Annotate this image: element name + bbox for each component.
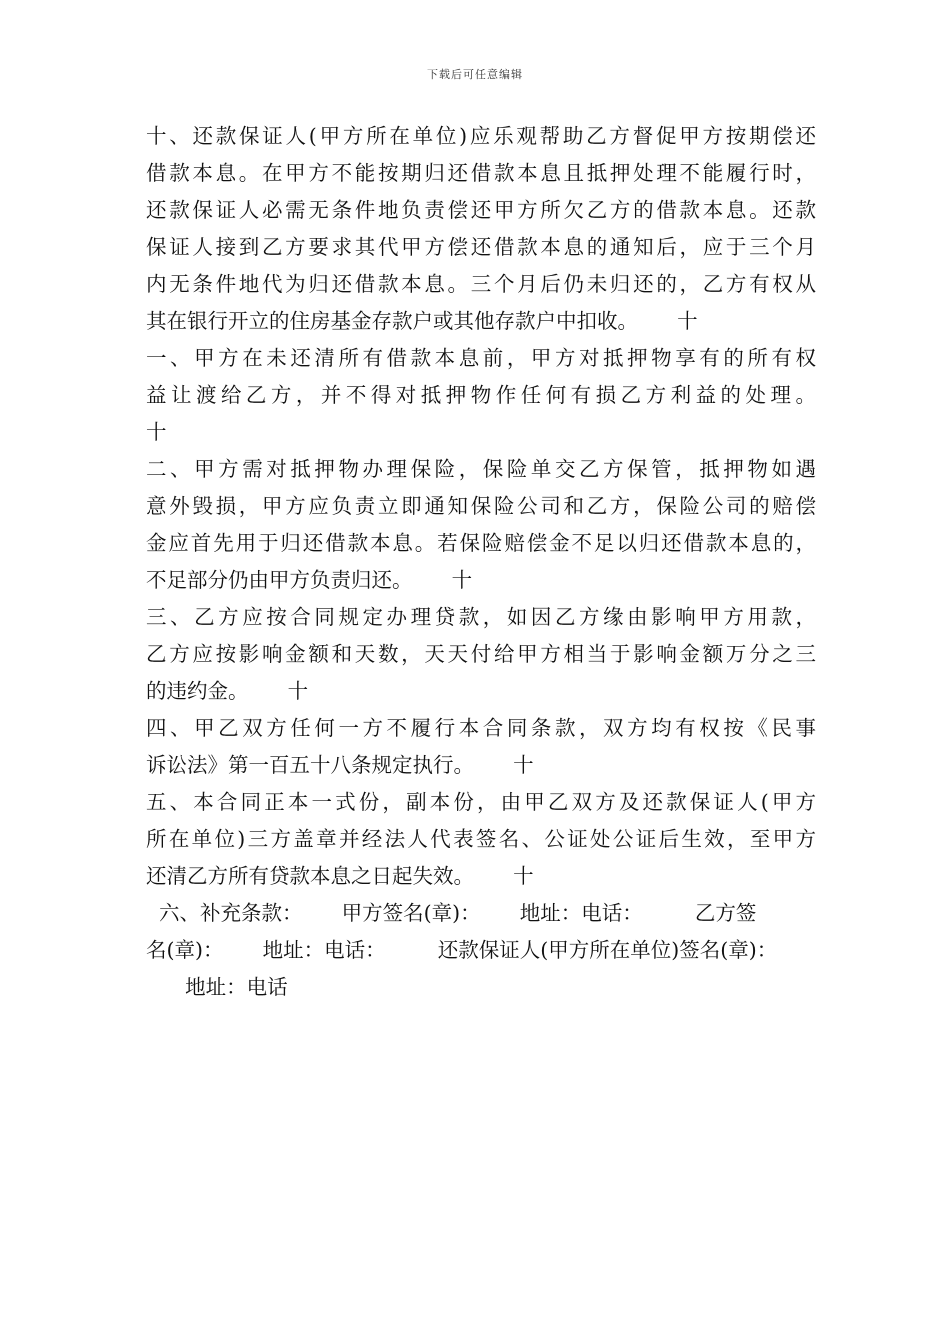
text-line: 六、补充条款： 甲方签名(章)： 地址：电话： 乙方签 [146,901,757,925]
text-line: 意外毁损，甲方应负责立即通知保险公司和乙方，保险公司的赔偿 [146,494,816,518]
text-line: 还清乙方所有贷款本息之日起失效。 十 [146,864,534,888]
text-line: 三、乙方应按合同规定办理贷款，如因乙方缘由影响甲方用款， [146,605,816,629]
text-line: 还款保证人必需无条件地负责偿还甲方所欠乙方的借款本息。还款 [146,198,816,222]
text-line: 十 [146,420,167,444]
text-line: 五、本合同正本一式份，副本份，由甲乙双方及还款保证人(甲方 [146,790,816,814]
text-line: 保证人接到乙方要求其代甲方偿还借款本息的通知后，应于三个月 [146,235,816,259]
text-line: 十、还款保证人(甲方所在单位)应乐观帮助乙方督促甲方按期偿还 [146,124,816,148]
text-line: 名(章)： 地址：电话： 还款保证人(甲方所在单位)签名(章)： [146,938,778,962]
text-line: 地址：电话 [146,975,288,999]
text-line: 金应首先用于归还借款本息。若保险赔偿金不足以归还借款本息的， [146,531,816,555]
page-header: 下载后可任意编辑 [427,68,523,81]
text-line: 的违约金。 十 [146,679,309,703]
text-line: 乙方应按影响金额和天数，天天付给甲方相当于影响金额万分之三 [146,642,816,666]
text-line: 益让渡给乙方，并不得对抵押物作任何有损乙方利益的处理。 [146,383,816,407]
text-line: 一、甲方在未还清所有借款本息前，甲方对抵押物享有的所有权 [146,346,816,370]
text-line: 其在银行开立的住房基金存款户或其他存款户中扣收。 十 [146,309,698,333]
text-line: 二、甲方需对抵押物办理保险，保险单交乙方保管，抵押物如遇 [146,457,816,481]
text-line: 不足部分仍由甲方负责归还。 十 [146,568,473,592]
text-line: 借款本息。在甲方不能按期归还借款本息且抵押处理不能履行时， [146,161,816,185]
text-line: 内无条件地代为归还借款本息。三个月后仍未归还的，乙方有权从 [146,272,816,296]
document-body [146,118,816,1006]
text-line: 诉讼法》第一百五十八条规定执行。 十 [146,753,534,777]
text-line: 四、甲乙双方任何一方不履行本合同条款，双方均有权按《民事 [146,716,816,740]
text-line: 所在单位)三方盖章并经法人代表签名、公证处公证后生效，至甲方 [146,827,816,851]
